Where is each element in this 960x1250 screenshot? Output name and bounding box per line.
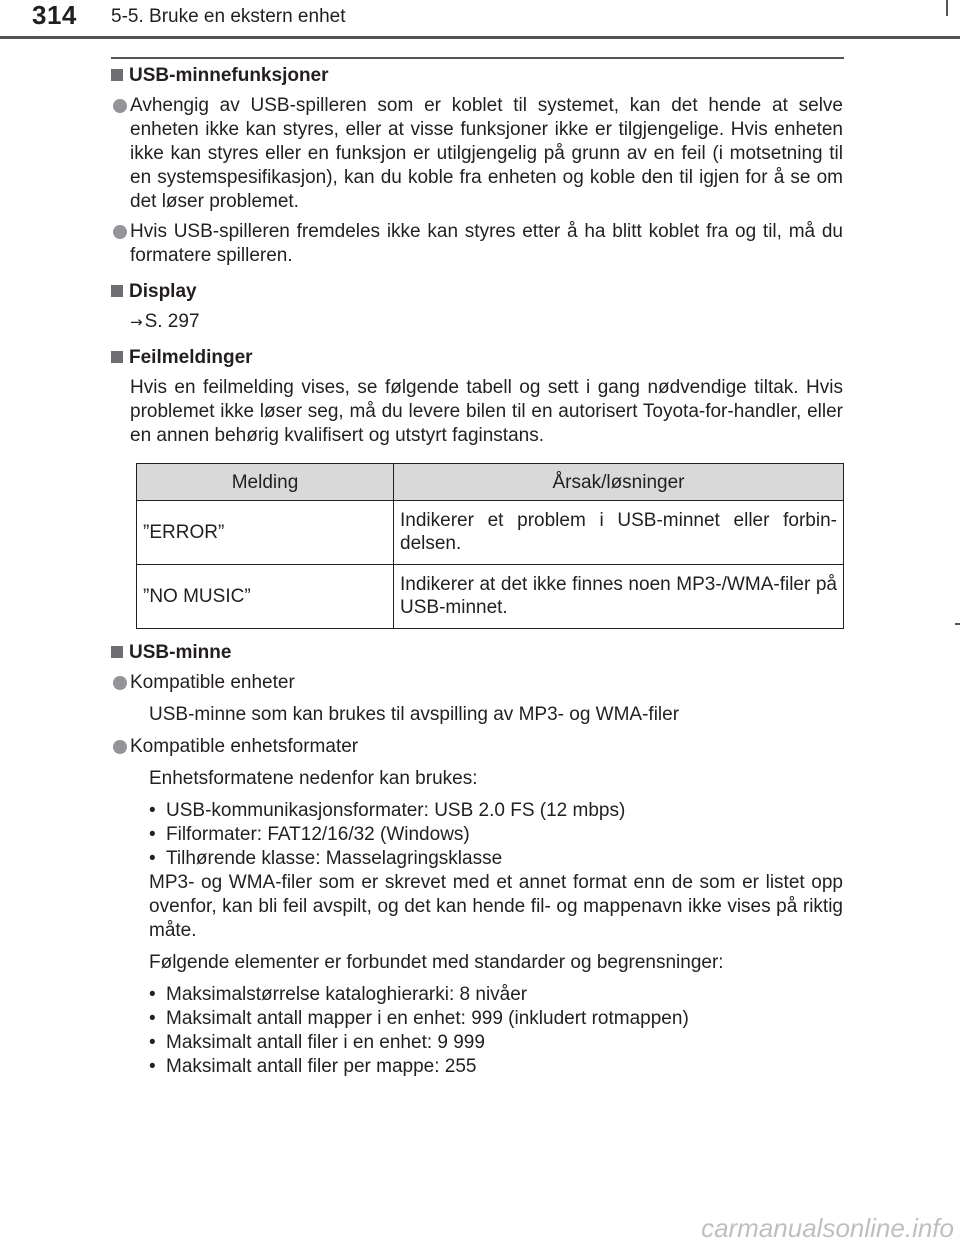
crop-mark-top-right xyxy=(946,0,948,16)
table-cell-message: ”ERROR” xyxy=(137,501,394,565)
column-header-message: Melding xyxy=(137,464,394,501)
bullet-item: • Maksimalt antall mapper i en enhet: 999 (inkludert rotmappen) xyxy=(149,1007,843,1031)
arrow-right-icon: → xyxy=(130,313,143,331)
section-heading-usb-memory: USB-minne xyxy=(111,641,843,665)
table-cell-cause: Indikerer et problem i USB-minnet eller forbin-delsen. xyxy=(394,501,844,565)
section-heading-display: Display xyxy=(111,280,843,304)
section-heading-errors: Feilmeldinger xyxy=(111,346,843,370)
list-item: Kompatible enhetsformater xyxy=(111,735,843,759)
circle-bullet-icon xyxy=(113,676,127,690)
list-item: Hvis USB-spilleren fremdeles ikke kan styres etter å ha blitt koblet fra og til, må du formatere spilleren. xyxy=(111,220,843,268)
square-bullet-icon xyxy=(111,646,123,658)
page-number: 314 xyxy=(32,0,77,30)
limits-list xyxy=(111,983,843,1079)
bullet-item: • Filformater: FAT12/16/32 (Windows) xyxy=(149,823,843,847)
formats-list xyxy=(111,799,843,871)
table-cell-message: ”NO MUSIC” xyxy=(137,565,394,629)
circle-bullet-icon xyxy=(113,740,127,754)
chapter-title: 5-5. Bruke en ekstern enhet xyxy=(111,6,346,27)
bullet-item: • USB-kommunikasjonsformater: USB 2.0 FS (12 mbps) xyxy=(149,799,843,823)
content-rule xyxy=(111,57,844,59)
list-item: Kompatible enheter xyxy=(111,671,843,695)
error-message-table xyxy=(136,463,844,629)
table-row xyxy=(137,501,844,565)
page-reference[interactable]: → S. 297 xyxy=(130,311,200,332)
crop-mark-right-upper xyxy=(942,36,960,38)
bullet-item: • Maksimalt antall filer per mappe: 255 xyxy=(149,1055,843,1079)
watermark: carmanualsonline.info xyxy=(701,1213,954,1243)
column-header-cause: Årsak/løsninger xyxy=(394,464,844,501)
formats-intro: Enhetsformatene nedenfor kan brukes: xyxy=(149,768,478,789)
square-bullet-icon xyxy=(111,351,123,363)
section-heading-usb-functions: USB-minnefunksjoner xyxy=(111,64,843,88)
bullet-item: • Maksimalt antall filer i en enhet: 9 999 xyxy=(149,1031,843,1055)
header-rule xyxy=(0,36,960,39)
circle-bullet-icon xyxy=(113,225,127,239)
errors-intro: Hvis en feilmelding vises, se følgende tabell og sett i gang nødvendige tiltak. Hvis problemet ikke løser seg, må du levere bilen til en autorisert Toyota-for-handler, eller en annen behørig kvalifisert og utstyrt faginstans. xyxy=(130,377,843,446)
table-cell-cause: Indikerer at det ikke finnes noen MP3-/WMA-filer på USB-minnet. xyxy=(394,565,844,629)
crop-mark-right-middle xyxy=(955,623,960,625)
square-bullet-icon xyxy=(111,285,123,297)
table-row xyxy=(137,565,844,629)
limits-intro: Følgende elementer er forbundet med standarder og begrensninger: xyxy=(149,952,724,973)
formats-note: MP3- og WMA-filer som er skrevet med et annet format enn de som er listet opp ovenfor, kan bli feil avspilt, og det kan hende fil- og mappenavn ikke vises på riktig måte. xyxy=(149,872,843,941)
compatible-devices-text: USB-minne som kan brukes til avspilling av MP3- og WMA-filer xyxy=(149,704,680,725)
bullet-item: • Maksimalstørrelse kataloghierarki: 8 nivåer xyxy=(149,983,843,1007)
table-header-row xyxy=(137,464,844,501)
page-content xyxy=(111,64,843,1079)
list-item: Avhengig av USB-spilleren som er koblet til systemet, kan det hende at selve enheten ikke kan styres, eller at visse funksjoner ikke er tilgjengelige. Hvis enheten ikke kan styres eller en funksjon er utilgjengelig på grunn av en feil (i motsetning til en systemspesifikasjon), kan du koble fra enheten og koble den til igjen for å se om det løser problemet. xyxy=(111,94,843,214)
square-bullet-icon xyxy=(111,69,123,81)
bullet-item: • Tilhørende klasse: Masselagringsklasse xyxy=(149,847,843,871)
circle-bullet-icon xyxy=(113,99,127,113)
